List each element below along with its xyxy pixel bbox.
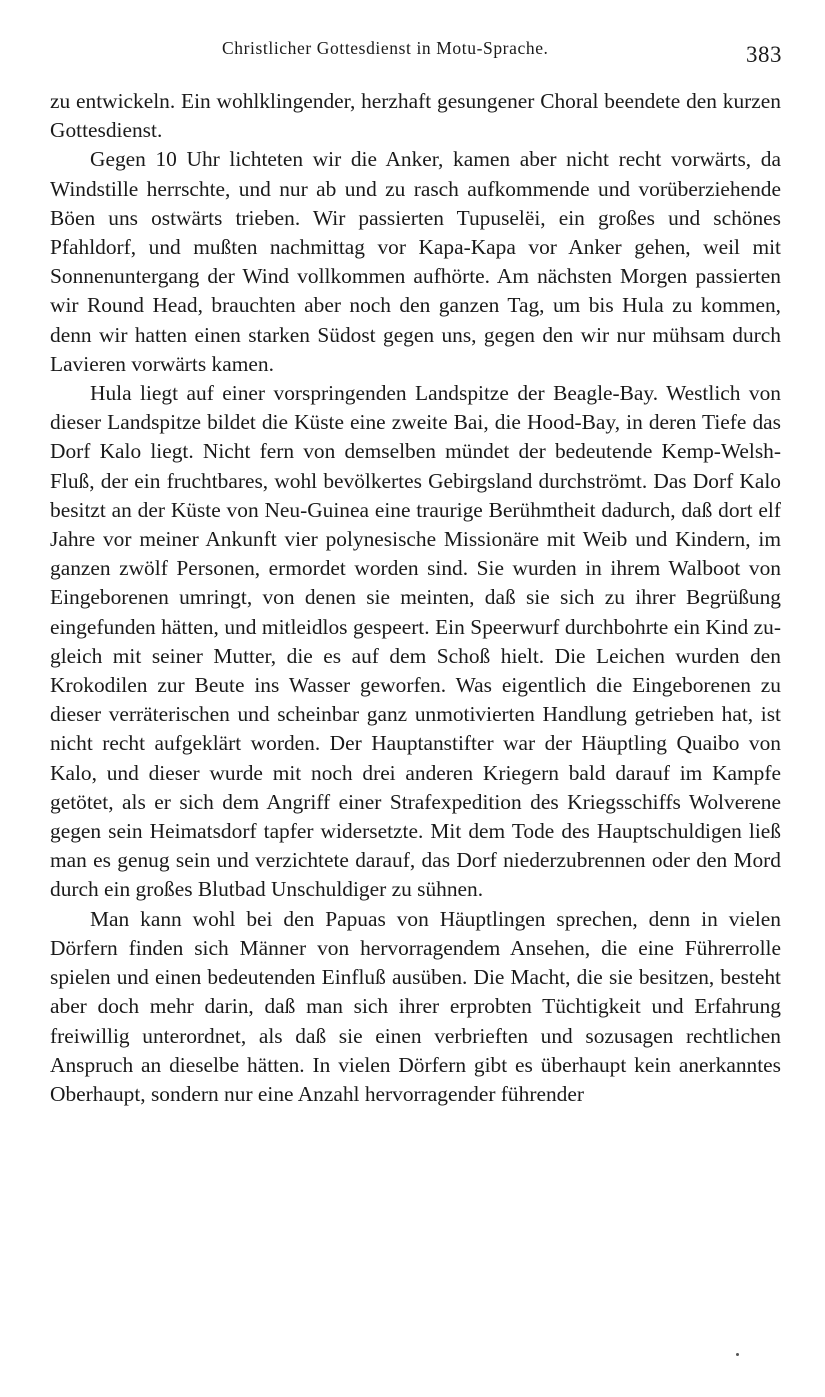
print-speck <box>736 1353 739 1356</box>
running-title: Christlicher Gottesdienst in Motu-Sprache. <box>222 38 549 58</box>
paragraph: Gegen 10 Uhr lichteten wir die Anker, kamen aber nicht recht vorwärts, da Windstille herrschte, und nur ab und zu rasch aufkommende und vorüberziehende Böen uns ostwärts trieben. Wir passierten Tupuselëi, ein großes und schönes Pfahldorf, und mußten nachmittag vor Kapa-Kapa vor Anker gehen, weil mit Sonnenuntergang der Wind vollkommen aufhörte. Am nächsten Morgen passierten wir Round Head, brauchten aber noch den ganzen Tag, um bis Hula zu kommen, denn wir hatten einen starken Südost gegen uns, gegen den wir nur mühsam durch Lavieren vorwärts kamen. <box>50 147 781 376</box>
running-head <box>0 36 825 66</box>
paragraph: Man kann wohl bei den Papuas von Häuptlingen sprechen, denn in vielen Dörfern finden sich Männer von hervorragendem Ansehen, die eine Führerrolle spielen und einen bedeutenden Einfluß ausüben. Die Macht, die sie besitzen, besteht aber doch mehr darin, daß man sich ihrer erprobten Tüchtigkeit und Erfahrung freiwillig unterordnet, als daß sie einen verbrieften und sozusagen rechtlichen Anspruch an dieselbe hätten. In vielen Dörfern gibt es überhaupt kein anerkanntes Oberhaupt, sondern nur eine Anzahl hervorragender führender <box>50 906 781 1106</box>
paragraph: Hula liegt auf einer vorspringenden Landspitze der Beagle-Bay. Westlich von dieser Landspitze bildet die Küste eine zweite Bai, die Hood-Bay, in deren Tiefe das Dorf Kalo liegt. Nicht fern von demselben mündet der bedeutende Kemp-Welsh-Fluß, der ein fruchtbares, wohl bevölkertes Gebirgsland durchströmt. Das Dorf Kalo besitzt an der Küste von Neu-Guinea eine traurige Berühmtheit dadurch, daß dort elf Jahre vor meiner Ankunft vier polynesische Missionäre mit Weib und Kindern, im ganzen zwölf Personen, ermordet worden sind. Sie wurden in ihrem Walboot von Eingeborenen umringt, von denen sie meinten, daß sie sich zu ihrer Begrüßung eingefunden hätten, und mitleidlos gespeert. Ein Speerwurf durchbohrte ein Kind zugleich mit seiner Mutter, die es auf dem Schoß hielt. Die Leichen wurden den Krokodilen zur Beute ins Wasser geworfen. Was eigentlich die Eingeborenen zu dieser verräterischen und scheinbar ganz unmotivierten Handlung getrieben hat, ist nicht recht aufgeklärt worden. Der Hauptanstifter war der Häuptling Quaibo von Kalo, und dieser wurde mit noch drei anderen Kriegern bald darauf im Kampfe getötet, als er sich dem Angriff einer Strafexpedition des Kriegsschiffs Wolverene gegen sein Heimatsdorf tapfer widersetzte. Mit dem Tode des Hauptschuldigen ließ man es genug sein und verzichtete darauf, das Dorf niederzubrennen oder den Mord durch ein großes Blutbad Unschuldiger zu sühnen. <box>50 381 781 902</box>
paragraph-continuation: zu entwickeln. Ein wohlklingender, herzhaft gesungener Choral beendete den kurzen Gottesdienst. <box>50 89 781 143</box>
page-number: 383 <box>746 42 782 67</box>
body-text <box>50 87 781 1109</box>
